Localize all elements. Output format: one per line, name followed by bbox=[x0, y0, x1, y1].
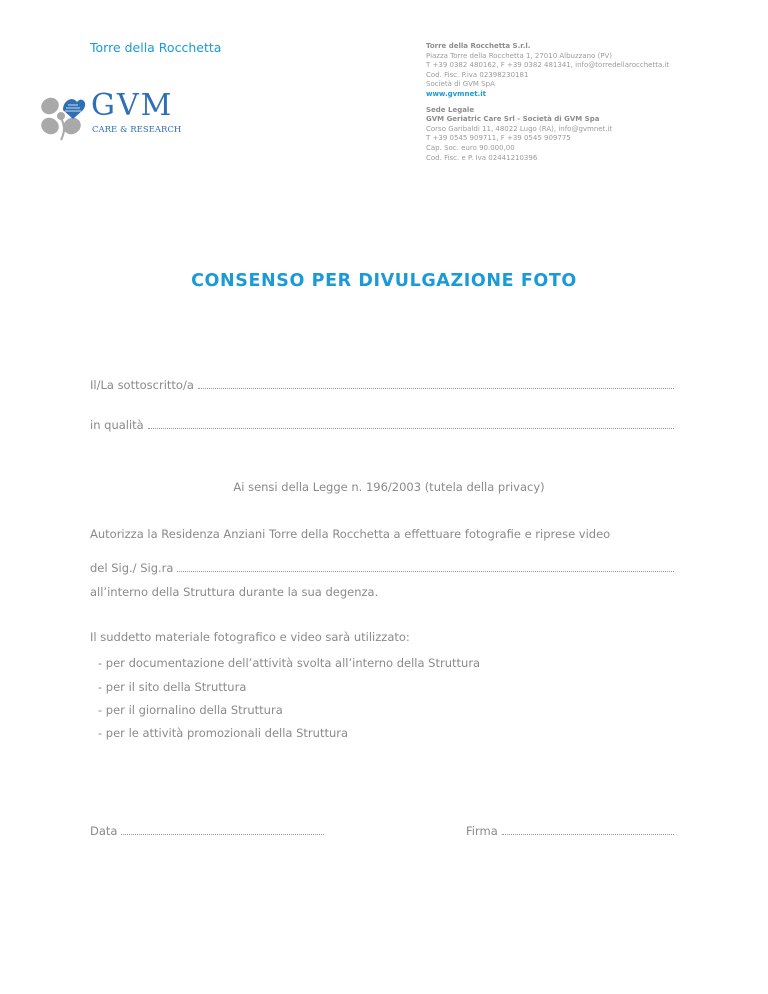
undersigned-field[interactable] bbox=[90, 378, 674, 392]
company-group: Società di GVM SpA bbox=[426, 80, 495, 89]
clover-heart-icon bbox=[35, 92, 91, 142]
company-address: Piazza Torre della Rocchetta 1, 27010 Albuzzano (PV) bbox=[426, 51, 613, 60]
capacity-label: in qualità bbox=[90, 418, 144, 432]
usage-item: - per il giornalino della Struttura bbox=[98, 703, 283, 717]
signature-field[interactable] bbox=[466, 824, 674, 838]
legal-capital: Cap. Soc. euro 90.000,00 bbox=[426, 143, 515, 152]
subject-field[interactable] bbox=[90, 561, 674, 575]
usage-intro: Il suddetto materiale fotografico e video sarà utilizzato: bbox=[90, 630, 410, 644]
legal-contacts: T +39 0545 909711, F +39 0545 909775 bbox=[426, 134, 571, 143]
signature-label: Firma bbox=[466, 824, 498, 838]
capacity-field[interactable] bbox=[90, 418, 674, 432]
company-info bbox=[426, 42, 669, 163]
usage-item: - per documentazione dell’attività svolta all’interno della Struttura bbox=[98, 656, 481, 670]
date-label: Data bbox=[90, 824, 118, 838]
logo-tagline: CARE & RESEARCH bbox=[92, 125, 182, 135]
site-name: Torre della Rocchetta bbox=[90, 40, 222, 55]
company-contacts: T +39 0382 480162, F +39 0382 481341, info@torredellarocchetta.it bbox=[426, 61, 670, 70]
legal-name: GVM Geriatric Care Srl - Società di GVM Spa bbox=[426, 115, 600, 124]
company-website-link[interactable]: www.gvmnet.it bbox=[426, 89, 486, 98]
location-text: all’interno della Struttura durante la sua degenza. bbox=[90, 585, 379, 599]
date-dotted-line[interactable] bbox=[121, 833, 324, 835]
undersigned-dotted-line[interactable] bbox=[198, 387, 674, 389]
company-fiscal: Cod. Fisc. P.iva 02398230181 bbox=[426, 70, 529, 79]
legal-address: Corso Garibaldi 11, 48022 Lugo (RA), info@gvmnet.it bbox=[426, 124, 613, 133]
date-field[interactable] bbox=[90, 824, 324, 838]
undersigned-label: Il/La sottoscritto/a bbox=[90, 378, 194, 392]
law-reference: Ai sensi della Legge n. 196/2003 (tutela della privacy) bbox=[233, 480, 545, 494]
document-title: CONSENSO PER DIVULGAZIONE FOTO bbox=[191, 271, 577, 291]
signature-dotted-line[interactable] bbox=[502, 833, 674, 835]
subject-dotted-line[interactable] bbox=[177, 570, 674, 572]
gvm-logo bbox=[35, 88, 185, 142]
company-name: Torre della Rocchetta S.r.l. bbox=[426, 42, 531, 50]
authorization-text: Autorizza la Residenza Anziani Torre della Rocchetta a effettuare fotografie e riprese video bbox=[90, 527, 611, 541]
capacity-dotted-line[interactable] bbox=[148, 427, 674, 429]
usage-item: - per le attività promozionali della Struttura bbox=[98, 726, 349, 740]
usage-item: - per il sito della Struttura bbox=[98, 680, 247, 694]
legal-fiscal: Cod. Fisc. e P. Iva 02441210396 bbox=[426, 153, 538, 162]
subject-label: del Sig./ Sig.ra bbox=[90, 561, 174, 575]
logo-brand: GVM bbox=[91, 88, 174, 123]
legal-heading: Sede Legale bbox=[426, 105, 475, 114]
